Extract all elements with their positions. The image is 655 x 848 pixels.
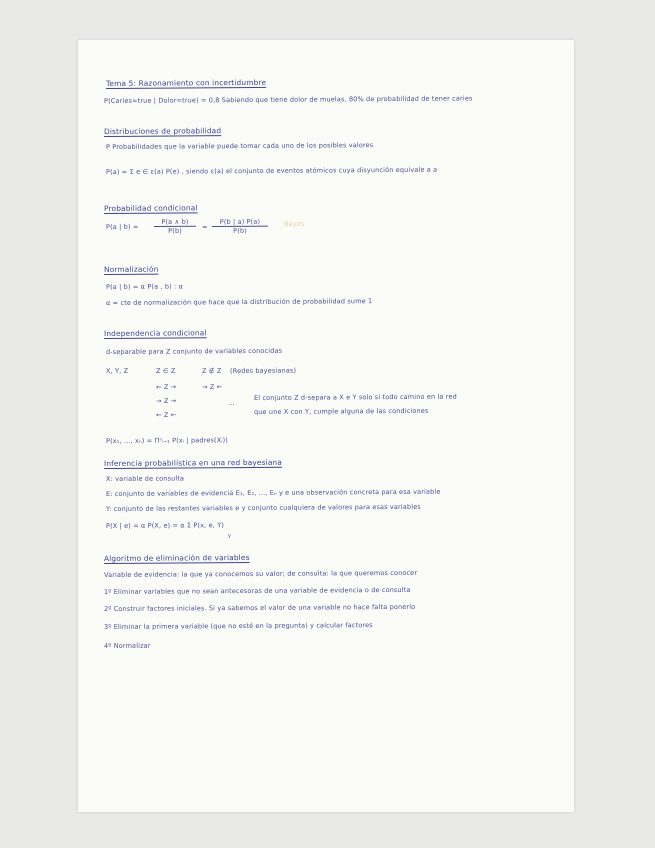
inference-sum-subscript: y	[227, 532, 232, 539]
note-line-hidden-variables: Y: conjunto de las restantes variables e y conjunto cualquiera de valores para esas variables	[105, 502, 421, 513]
note-line-dsep-def-2: que une X con Y, cumple alguna de las condiciones	[253, 406, 429, 416]
fraction-numerator: P(b | a) P(a)	[212, 218, 268, 227]
section-heading-conditional: Probabilidad condicional	[103, 203, 198, 213]
ellipsis-mark: ...	[227, 398, 235, 407]
section-heading-inference: Inferencia probabilística en una red bayesiana	[103, 457, 283, 468]
column-not-in-z: Z ∉ Z	[201, 366, 222, 375]
note-line-query-variable: X: variable de consulta	[105, 474, 185, 483]
note-line-elimination-intro: Variable de evidencia: la que ya conocemos su valor; de consulta: la que queremos conocer	[103, 568, 418, 579]
note-line-elimination-step-4: 4º Normalizar	[103, 641, 151, 650]
note-line-evidence-variables: E: conjunto de variables de evidencia E₁, E₂, ..., Eₙ y e una observación concreta para esa variable	[105, 487, 441, 498]
fraction-denominator: P(b)	[168, 226, 182, 235]
conditional-fraction-2	[212, 218, 268, 235]
note-line-distribution-formula: P(a) = Σ e ∈ ε(a) P(e) , siendo ε(a) el conjunto de eventos atómicos cuya disyunción equivale a a	[105, 165, 438, 176]
arrow-pattern-1b: → Z ←	[201, 382, 223, 391]
note-line-inference-formula: P(X | e) = α P(X, e) = α Σ P(x, e, Y)	[105, 521, 225, 530]
page-title: Tema 5: Razonamiento con incertidumbre	[105, 77, 267, 88]
section-heading-independence: Independencia condicional	[103, 328, 207, 338]
column-in-z: Z ∈ Z	[155, 366, 176, 375]
note-line-elimination-step-2: 2º Construir factores iniciales. Si ya sabemos el valor de una variable no hace falta ponerlo	[103, 602, 416, 613]
fraction-denominator: P(b)	[233, 226, 247, 235]
note-line-distribution-def: P Probabilidades que la variable puede tomar cada uno de los posibles valores	[105, 141, 374, 151]
arrow-pattern-1: ← Z →	[155, 382, 177, 391]
section-heading-distributions: Distribuciones de probabilidad	[103, 126, 222, 136]
conditional-note-bayes: Bayes	[283, 219, 305, 228]
conditional-lhs: P(a | b) =	[105, 222, 139, 231]
note-line-dseparable: d-separable para Z conjunto de variables conocidas	[105, 346, 283, 356]
note-line-cavity: P(Caries=true | Dolor=true) = 0,8 Sabiendo que tiene dolor de muelas, 80% de probabilidad de tener caries	[103, 94, 473, 105]
note-line-normalization-formula: P(a | b) = α P(a , b) : α	[105, 282, 184, 291]
arrow-pattern-3: ← Z ←	[155, 410, 177, 419]
column-bayes-nets: (Redes bayesianas)	[229, 366, 297, 375]
note-variables-xyz: X, Y, Z	[105, 366, 129, 375]
section-heading-elimination: Algoritmo de eliminación de variables	[103, 552, 250, 563]
fraction-numerator: P(a ∧ b)	[154, 218, 196, 227]
conditional-equals: =	[201, 222, 208, 231]
arrow-pattern-2: → Z →	[155, 396, 177, 405]
notebook-page	[78, 40, 574, 812]
note-line-chain-rule: P(x₁, ..., xₙ) = Πⁿᵢ₌₁ P(xᵢ | padres(Xᵢ))	[105, 436, 229, 445]
note-line-elimination-step-1: 1º Eliminar variables que no sean antecesoras de una variable de evidencia o de consulta	[103, 585, 411, 596]
note-line-normalization-def: α = cte de normalización que hace que la distribución de probabilidad sume 1	[105, 297, 373, 307]
section-heading-normalization: Normalización	[103, 264, 159, 274]
note-line-dsep-def-1: El conjunto Z d-separa a X e Y solo si todo camino en la red	[253, 392, 457, 402]
conditional-fraction-1	[154, 218, 196, 235]
note-line-elimination-step-3: 3º Eliminar la primera variable (que no esté en la pregunta) y calcular factores	[103, 621, 373, 631]
